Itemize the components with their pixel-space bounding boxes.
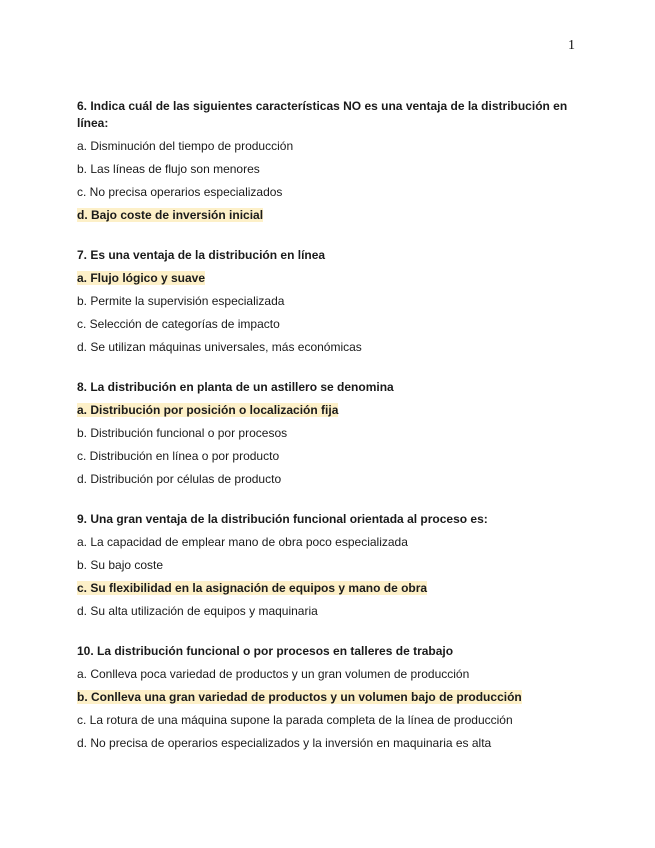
question-title: 6. Indica cuál de las siguientes características NO es una ventaja de la distribución en línea:: [77, 99, 568, 130]
option-c: c. No precisa operarios especializados: [77, 185, 283, 199]
option-b: b. Su bajo coste: [77, 558, 164, 572]
option-d: d. Distribución por células de producto: [77, 472, 282, 486]
option-c: c. La rotura de una máquina supone la parada completa de la línea de producción: [77, 713, 513, 727]
option-b: b. Permite la supervisión especializada: [77, 294, 285, 308]
question-title: 8. La distribución en planta de un astillero se denomina: [77, 380, 394, 394]
page-number: 1: [568, 38, 575, 53]
option-a: a. La capacidad de emplear mano de obra poco especializada: [77, 535, 408, 549]
option-c: c. Distribución en línea o por producto: [77, 449, 280, 463]
question-8: [77, 379, 587, 488]
option-d: d. No precisa de operarios especializados y la inversión en maquinaria es alta: [77, 736, 492, 750]
quiz-content: [77, 98, 587, 775]
question-10: [77, 643, 587, 752]
option-b-correct: b. Conlleva una gran variedad de productos y un volumen bajo de producción: [77, 690, 522, 704]
option-d-correct: d. Bajo coste de inversión inicial: [77, 208, 264, 222]
question-9: [77, 511, 587, 620]
option-d: d. Su alta utilización de equipos y maquinaria: [77, 604, 318, 618]
option-c-correct: c. Su flexibilidad en la asignación de equipos y mano de obra: [77, 581, 428, 595]
option-a: a. Disminución del tiempo de producción: [77, 139, 294, 153]
option-a-correct: a. Flujo lógico y suave: [77, 271, 206, 285]
option-d: d. Se utilizan máquinas universales, más económicas: [77, 340, 362, 354]
question-title: 7. Es una ventaja de la distribución en línea: [77, 248, 326, 262]
question-title: 9. Una gran ventaja de la distribución funcional orientada al proceso es:: [77, 512, 488, 526]
option-b: b. Las líneas de flujo son menores: [77, 162, 260, 176]
option-a-correct: a. Distribución por posición o localización fija: [77, 403, 339, 417]
option-b: b. Distribución funcional o por procesos: [77, 426, 288, 440]
question-7: [77, 247, 587, 356]
question-title: 10. La distribución funcional o por procesos en talleres de trabajo: [77, 644, 454, 658]
option-a: a. Conlleva poca variedad de productos y un gran volumen de producción: [77, 667, 470, 681]
question-6: [77, 98, 587, 224]
option-c: c. Selección de categorías de impacto: [77, 317, 280, 331]
